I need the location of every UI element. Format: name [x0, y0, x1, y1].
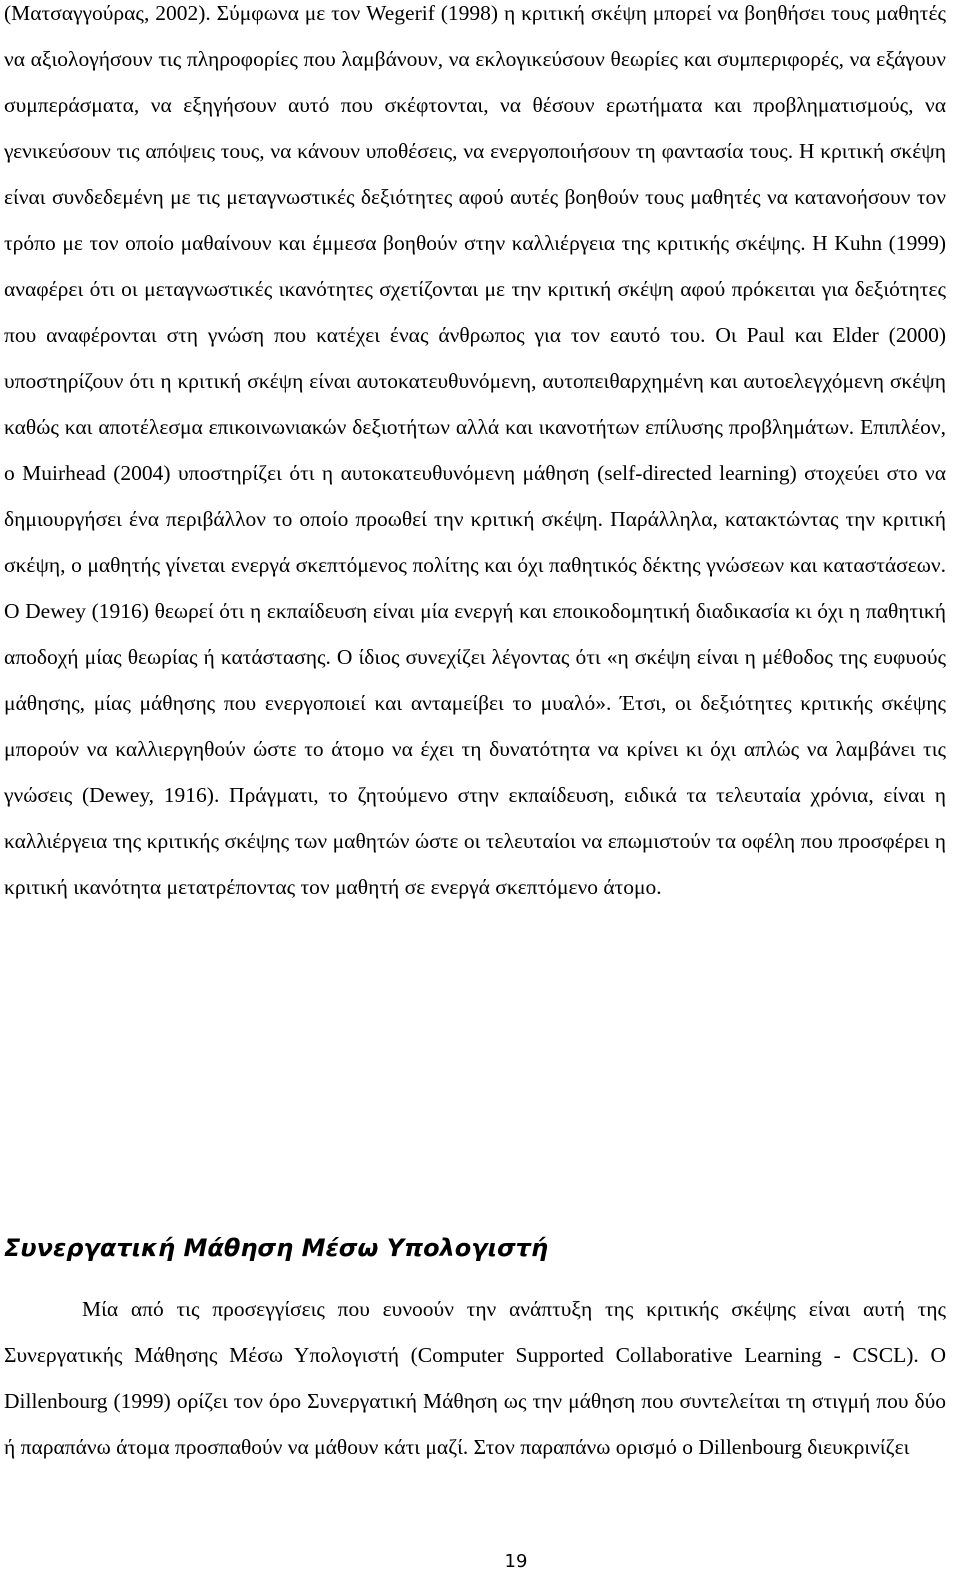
section-heading: Συνεργατική Μάθηση Μέσω Υπολογιστή: [4, 1234, 549, 1262]
body-paragraph: (Ματσαγγούρας, 2002). Σύμφωνα με τον Wegerif (1998) η κριτική σκέψη μπορεί να βοηθήσει τους μαθητές να αξιολογήσουν τις πληροφορίες που λαμβάνουν, να εκλογικεύσουν θεωρίες και συμπεριφορές, να εξάγουν συμπεράσματα, να εξηγήσουν αυτό που σκέφτονται, να θέσουν ερωτήματα και προβληματισμούς, να γενικεύσουν τις απόψεις τους, να κάνουν υποθέσεις, να ενεργοποιήσουν τη φαντασία τους. Η κριτική σκέψη είναι συνδεδεμένη με τις μεταγνωστικές δεξιότητες αφού αυτές βοηθούν τους μαθητές να κατανοήσουν τον τρόπο με τον οποίο μαθαίνουν και έμμεσα βοηθούν στην καλλιέργεια της κριτικής σκέψης. Η Kuhn (1999) αναφέρει ότι οι μεταγνωστικές ικανότητες σχετίζονται με την κριτική σκέψη αφού πρόκειται για δεξιότητες που αναφέρονται στη γνώση που κατέχει ένας άνθρωπος για τον εαυτό του. Οι Paul και Elder (2000) υποστηρίζουν ότι η κριτική σκέψη είναι αυτοκατευθυνόμενη, αυτοπειθαρχημένη και αυτοελεγχόμενη σκέψη καθώς και αποτέλεσμα επικοινωνιακών δεξιοτήτων αλλά και ικανοτήτων επίλυσης προβλημάτων. Επιπλέον, ο Muirhead (2004) υποστηρίζει ότι η αυτοκατευθυνόμενη μάθηση (self-directed learning) στοχεύει στο να δημιουργήσει ένα περιβάλλον το οποίο προωθεί την κριτική σκέψη. Παράλληλα, κατακτώντας την κριτική σκέψη, ο μαθητής γίνεται ενεργά σκεπτόμενος πολίτης και όχι παθητικός δέκτης γνώσεων και καταστάσεων. Ο Dewey (1916) θεωρεί ότι η εκπαίδευση είναι μία ενεργή και εποικοδομητική διαδικασία κι όχι η παθητική αποδοχή μίας θεωρίας ή κατάστασης. Ο ίδιος συνεχίζει λέγοντας ότι «η σκέψη είναι η μέθοδος της ευφυούς μάθησης, μίας μάθησης που ενεργοποιεί και ανταμείβει το μυαλό». Έτσι, οι δεξιότητες κριτικής σκέψης μπορούν να καλλιεργηθούν ώστε το άτομο να έχει τη δυνατότητα να κρίνει κι όχι απλώς να λαμβάνει τις γνώσεις (Dewey, 1916). Πράγματι, το ζητούμενο στην εκπαίδευση, ειδικά τα τελευταία χρόνια, είναι η καλλιέργεια της κριτικής σκέψης των μαθητών ώστε οι τελευταίοι να επωμιστούν τα οφέλη που προσφέρει η κριτική ικανότητα μετατρέποντας τον μαθητή σε ενεργά σκεπτόμενο άτομο.: [4, 1, 946, 899]
page-number: 19: [504, 1551, 528, 1572]
body-paragraph: Μία από τις προσεγγίσεις που ευνοούν την ανάπτυξη της κριτικής σκέψης είναι αυτή της Συνεργατικής Μάθησης Μέσω Υπολογιστή (Computer Supported Collaborative Learning - CSCL). O Dillenbourg (1999) ορίζει τον όρο Συνεργατική Μάθηση ως την μάθηση που συντελείται τη στιγμή που δύο ή παραπάνω άτομα προσπαθούν να μάθουν κάτι μαζί. Στον παραπάνω ορισμό ο Dillenbourg διευκρινίζει: [4, 1297, 946, 1459]
